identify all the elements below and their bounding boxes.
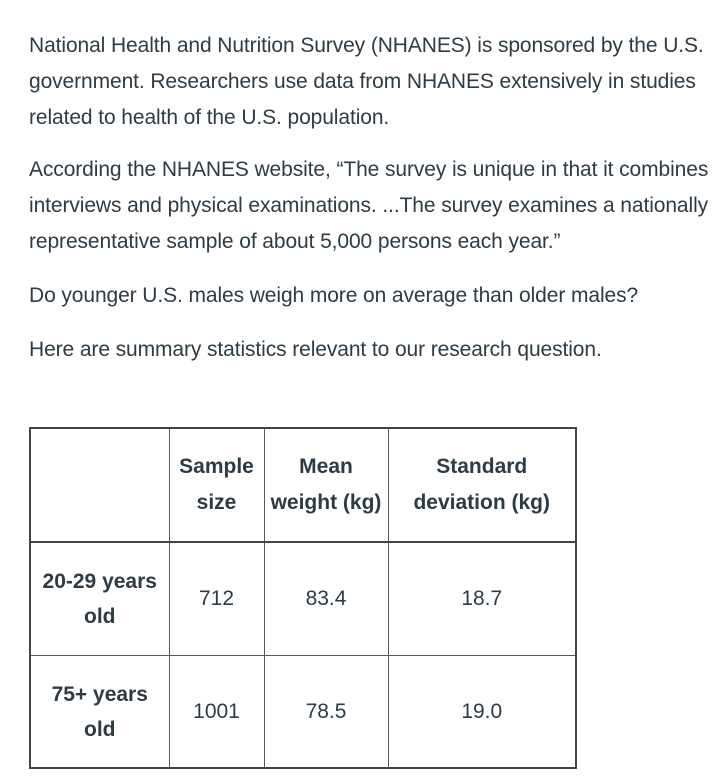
header-sample-size: Sample size — [169, 428, 264, 542]
quote-paragraph: According the NHANES website, “The survey is unique in that it combines interviews and physical examinations. ...The survey examines a nationally representative sample of about 5,000 persons each year.” — [29, 158, 709, 253]
summary-intro: Here are summary statistics relevant to our research question. — [29, 338, 602, 361]
summary-statistics-table — [29, 427, 577, 769]
table-row — [30, 542, 576, 656]
intro-paragraph: National Health and Nutrition Survey (NHANES) is sponsored by the U.S. government. Researchers use data from NHANES extensively in studies related to health of the U.S. population. — [29, 34, 704, 129]
research-question: Do younger U.S. males weigh more on average than older males? — [29, 284, 639, 307]
std-dev-value: 19.0 — [388, 656, 576, 769]
mean-weight-value: 78.5 — [264, 656, 388, 769]
table-row — [30, 656, 576, 769]
header-std-dev: Standard deviation (kg) — [388, 428, 576, 542]
sample-size-value: 1001 — [169, 656, 264, 769]
header-blank-cell — [30, 428, 169, 542]
header-mean-weight: Mean weight (kg) — [264, 428, 388, 542]
table-header-row — [30, 428, 576, 542]
mean-weight-value: 83.4 — [264, 542, 388, 656]
row-label: 75+ years old — [30, 656, 169, 769]
article-body — [29, 28, 719, 386]
std-dev-value: 18.7 — [388, 542, 576, 656]
row-label: 20-29 years old — [30, 542, 169, 656]
sample-size-value: 712 — [169, 542, 264, 656]
